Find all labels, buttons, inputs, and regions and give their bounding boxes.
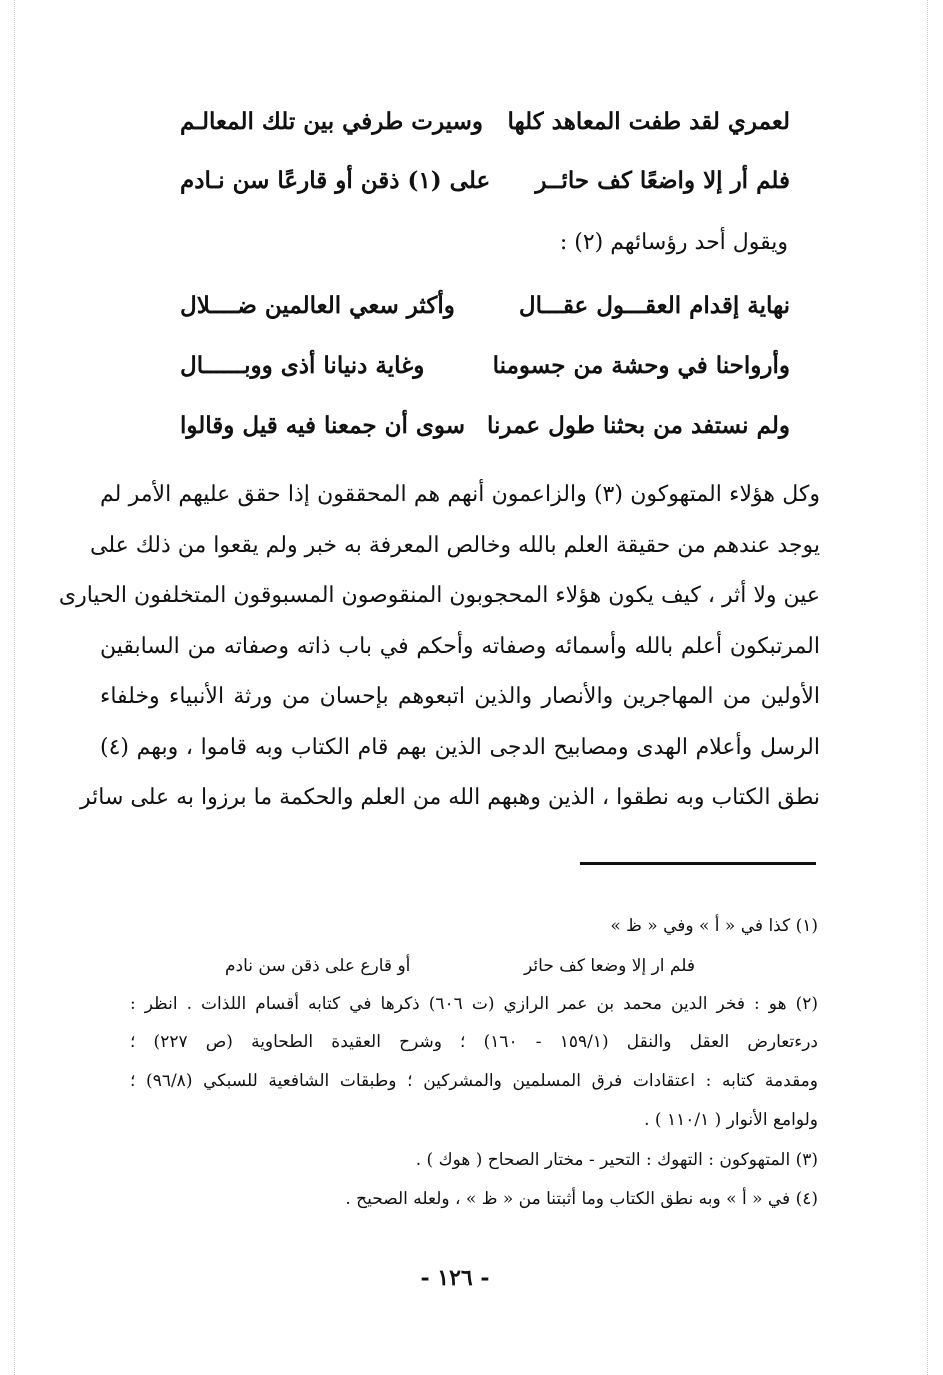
- verse-first-hemistich: نهاية إقدام العقـــول عقـــال: [518, 292, 790, 319]
- verse-second-hemistich: وغاية دنيانا أذى ووبــــــال: [180, 352, 425, 379]
- verse-second-hemistich: وأكثر سعي العالمين ضــــلال: [180, 292, 455, 319]
- footnote-4: (٤) في « أ » وبه نطق الكتاب وما أثبتنا من « ظ » ، ولعله الصحيح .: [345, 1189, 818, 1209]
- verse-first-hemistich: فلم أر إلا واضعًا كف حائــر: [535, 167, 790, 194]
- footnote-3: (٣) المتهوكون : التهوك : التحير - مختار الصحاح ( هوك ) .: [415, 1150, 818, 1170]
- lead-in-line: ويقول أحد رؤسائهم (٢) :: [559, 230, 788, 255]
- prose-line: المرتبكون أعلم بالله وأسمائه وصفاته وأحكم في باب ذاته وصفاته من السابقين: [100, 633, 820, 659]
- prose-paragraph: [58, 470, 820, 824]
- poem-verse: [180, 412, 790, 456]
- verse-second-hemistich: وسيرت طرفي بين تلك المعالـم: [180, 108, 483, 135]
- scan-edge-left: [14, 0, 15, 1375]
- prose-line: وكل هؤلاء المتهوكون (٣) والزاعمون أنهم هم المحققون إذا حقق عليهم الأمر لم: [100, 482, 820, 507]
- verse-first-hemistich: ولم نستفد من بحثنا طول عمرنا: [486, 412, 790, 439]
- footnote-2-line: ومقدمة كتابه : اعتقادات فرق المسلمين والمشركين ؛ وطبقات الشافعية للسبكي (٩٦/٨) ؛: [130, 1071, 818, 1091]
- footnote-verse-second: أو قارع على ذقن سن نادم: [225, 956, 411, 976]
- poem-verse: [180, 167, 790, 211]
- verse-second-hemistich: سوى أن جمعنا فيه قيل وقالوا: [180, 412, 466, 439]
- footnote-2-line: درءتعارض العقل والنقل (١٥٩/١ - ١٦٠) ؛ وشرح العقيدة الطحاوية (ص ٢٢٧) ؛: [130, 1032, 818, 1052]
- footnote-verse-first: فلم ار إلا وضعا كف حائر: [524, 956, 695, 976]
- verse-first-hemistich: وأرواحنا في وحشة من جسومنا: [492, 352, 790, 379]
- poem-verse: [180, 352, 790, 396]
- footnote-separator: [580, 862, 816, 865]
- prose-line: عين ولا أثر ، كيف يكون هؤلاء المحجوبون المنقوصون المسبوقون المتخلفون الحيارى: [58, 583, 820, 608]
- verse-first-hemistich: لعمري لقد طفت المعاهد كلها: [507, 108, 790, 135]
- page-number: - ١٢٦ -: [420, 1265, 490, 1291]
- verse-second-hemistich: على (١) ذقن أو قارعًا سن نـادم: [180, 167, 491, 194]
- footnote-1: (١) كذا في « أ » وفي « ظ »: [610, 916, 818, 936]
- scan-edge-right: [927, 0, 928, 1375]
- prose-line: الأولين من المهاجرين والأنصار والذين اتبعوهم بإحسان من ورثة الأنبياء وخلفاء: [100, 684, 820, 709]
- poem-verse: [180, 108, 790, 152]
- footnote-2-line: (٢) هو : فخر الدين محمد بن عمر الرازي (ت ٦٠٦) ذكرها في كتابه أقسام اللذات . انظر :: [130, 994, 818, 1014]
- footnote-1-verse: [225, 956, 695, 984]
- poem-verse: [180, 292, 790, 336]
- prose-line: يوجد عندهم من حقيقة العلم بالله وخالص المعرفة به خبر ولم يقعوا من ذلك على: [90, 532, 820, 558]
- prose-line: نطق الكتاب وبه نطقوا ، الذين وهبهم الله من العلم والحكمة ما برزوا به على سائر: [80, 785, 820, 810]
- footnote-2-line: ولوامع الأنوار ( ١١٠/١ ) .: [644, 1110, 818, 1130]
- prose-line: الرسل وأعلام الهدى ومصابيح الدجى الذين بهم قام الكتاب وبه قاموا ، وبهم (٤): [100, 734, 820, 760]
